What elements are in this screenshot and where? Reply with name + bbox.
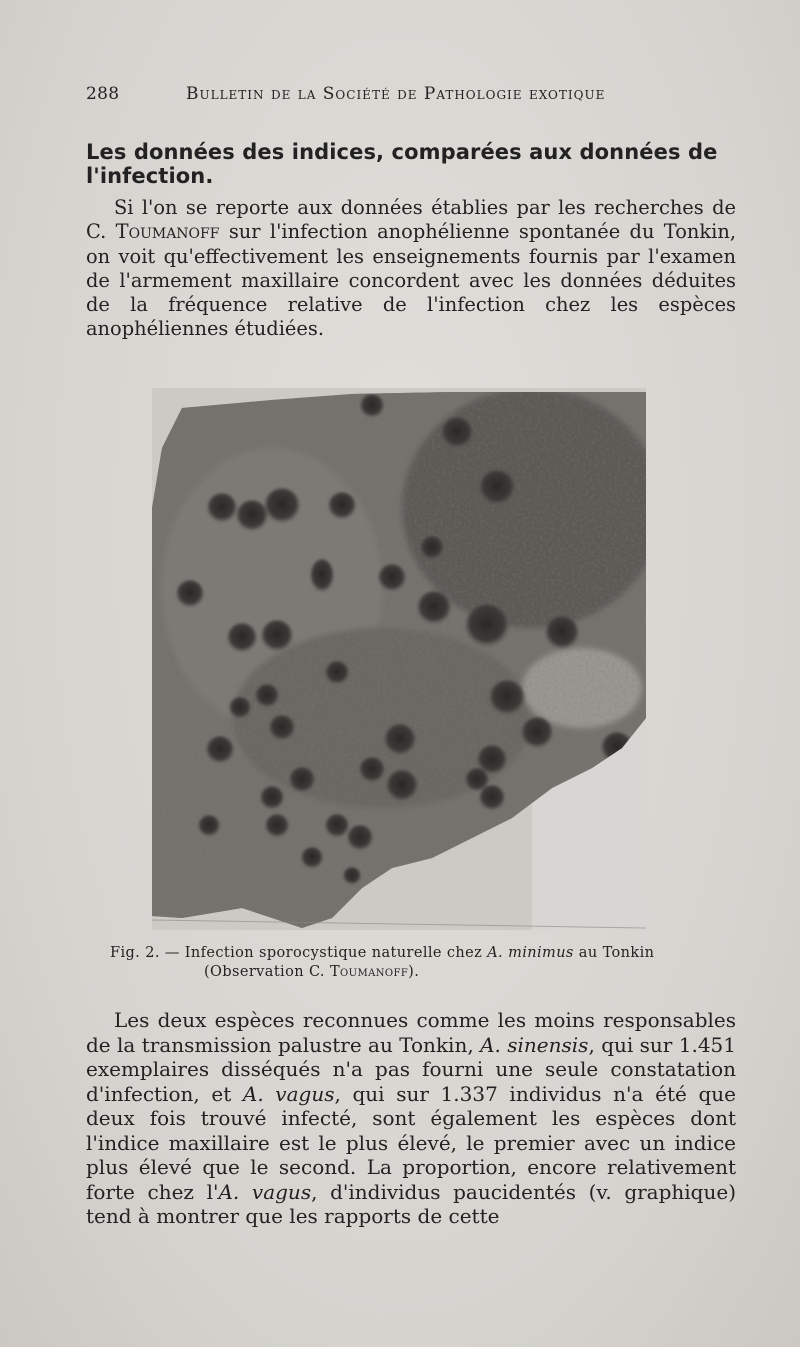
caption-text-a: Fig. 2. — Infection sporocystique naturelle chez xyxy=(110,945,488,961)
species-sinensis: A. sinensis xyxy=(480,1032,589,1057)
paragraph-1 xyxy=(86,196,736,342)
author-name: Toumanoff xyxy=(115,220,220,244)
paragraph-1-text-a: Si l'on se reporte aux données établies par les recherches de C. xyxy=(86,196,736,244)
section-heading: Les données des indices, comparées aux données de l'infection. xyxy=(86,140,718,188)
running-header xyxy=(86,84,746,112)
species-vagus: A. vagus xyxy=(242,1081,335,1106)
micrograph-figure xyxy=(152,388,646,930)
page-number: 288 xyxy=(86,84,120,104)
caption-species: A. minimus xyxy=(487,945,574,961)
caption-line-2-text-a: (Observation C. xyxy=(204,964,330,980)
figure-caption xyxy=(110,944,730,982)
paragraph-2-text-a: Les deux espèces reconnues comme les moins responsables de la transmission palustre au Tonkin, xyxy=(86,1008,736,1057)
running-title: Bulletin de la Société de Pathologie exotique xyxy=(186,84,606,104)
paragraph-2 xyxy=(86,1008,736,1229)
paragraph-2-text-d: , d'individus paucidentés (v. graphique) tend à montrer que les rapports de cette xyxy=(86,1179,737,1228)
micrograph-image xyxy=(152,388,646,930)
caption-line-2-text-b: ). xyxy=(408,964,420,980)
paragraph-2-text-c: , qui sur 1.337 individus n'a été que deux fois trouvé infecté, sont également les espèces dont l'indice maxillaire est le plus élevé, le premier avec un indice plus élevé que le second. La proportion, encore relativement forte chez l' xyxy=(86,1081,736,1204)
caption-line-2 xyxy=(110,963,730,982)
paragraph-2-text-b: , qui sur 1.451 exemplaires disséqués n'a pas fourni une seule constatation d'infection, et xyxy=(86,1032,736,1106)
caption-text-b: au Tonkin xyxy=(573,945,655,961)
species-vagus-2: A. vagus xyxy=(218,1179,312,1204)
paragraph-1-text-b: sur l'infection anophélienne spontanée du Tonkin, on voit qu'effectivement les enseignements fournis par l'examen de l'armement maxillaire concordent avec les données déduites de la fréquence relative de l'infection chez les espèces anophéliennes étudiées. xyxy=(86,220,736,341)
caption-author: Toumanoff xyxy=(329,964,409,980)
